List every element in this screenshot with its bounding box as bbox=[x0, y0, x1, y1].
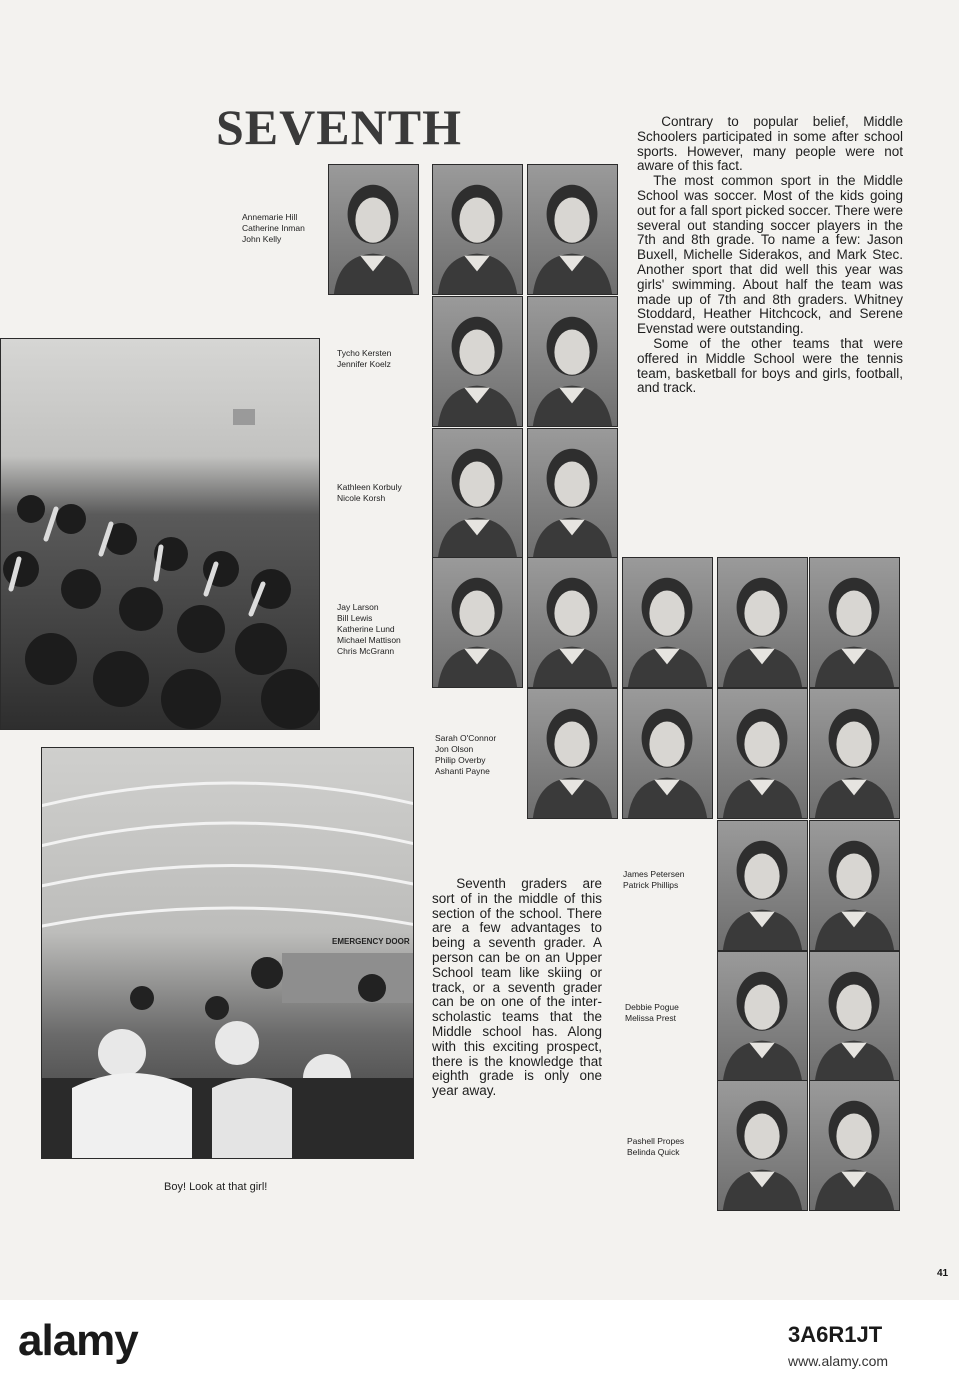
portrait bbox=[717, 688, 808, 819]
portrait bbox=[432, 296, 523, 427]
portrait-silhouette bbox=[810, 952, 899, 1081]
article-seventh-graders bbox=[432, 877, 602, 1099]
student-name: Jon Olson bbox=[435, 744, 474, 754]
portrait bbox=[527, 688, 618, 819]
watermark-site: www.alamy.com bbox=[788, 1353, 889, 1369]
portrait-silhouette bbox=[433, 297, 522, 426]
student-name: Philip Overby bbox=[435, 755, 486, 765]
portrait bbox=[717, 951, 808, 1082]
emergency-door-sign: EMERGENCY DOOR bbox=[332, 937, 410, 946]
portrait bbox=[432, 164, 523, 295]
portrait-silhouette bbox=[329, 165, 418, 294]
portrait-silhouette bbox=[528, 558, 617, 687]
names-group-3 bbox=[337, 482, 402, 504]
portrait-silhouette bbox=[623, 689, 712, 818]
portrait bbox=[432, 557, 523, 688]
portrait bbox=[717, 557, 808, 688]
student-name: Kathleen Korbuly bbox=[337, 482, 402, 492]
student-name: Annemarie Hill bbox=[242, 212, 298, 222]
portrait-silhouette bbox=[718, 689, 807, 818]
page-title: SEVENTH bbox=[216, 99, 462, 155]
student-name: Bill Lewis bbox=[337, 613, 373, 623]
student-name: Pashell Propes bbox=[627, 1136, 685, 1146]
portrait bbox=[328, 164, 419, 295]
student-name: Melissa Prest bbox=[625, 1013, 677, 1023]
portrait bbox=[527, 557, 618, 688]
student-name: Michael Mattison bbox=[337, 635, 401, 645]
portrait bbox=[809, 820, 900, 951]
names-group-8 bbox=[627, 1136, 684, 1158]
crowd-photo bbox=[0, 338, 320, 730]
portrait bbox=[527, 164, 618, 295]
portrait bbox=[809, 951, 900, 1082]
student-name: Katherine Lund bbox=[337, 624, 395, 634]
portrait bbox=[432, 428, 523, 559]
portrait-silhouette bbox=[433, 429, 522, 558]
student-name: Debbie Pogue bbox=[625, 1002, 679, 1012]
names-group-1 bbox=[242, 212, 305, 245]
article-sports bbox=[637, 115, 903, 396]
portrait-silhouette bbox=[528, 165, 617, 294]
student-name: Patrick Phillips bbox=[623, 880, 679, 890]
article-paragraph: Some of the other teams that were offered in Middle School were the tennis team, basketball for boys and girls, football, and track. bbox=[637, 335, 903, 396]
portrait bbox=[809, 688, 900, 819]
portrait-silhouette bbox=[528, 297, 617, 426]
student-name: Chris McGrann bbox=[337, 646, 395, 656]
article-paragraph: Seventh graders are sort of in the middle of this section of the school. There are a few advantages to being a seventh grader. A person can be on an Upper School team like skiing or track, or a seventh grader can be on one of the inter-scholastic teams that the Middle school has. Along with this exciting prospect, there is the knowledge that eighth grade is only one year away. bbox=[432, 876, 602, 1099]
portrait bbox=[622, 557, 713, 688]
names-group-2 bbox=[337, 348, 391, 370]
student-name: Jennifer Koelz bbox=[337, 359, 391, 369]
portrait-silhouette bbox=[810, 558, 899, 687]
portrait-silhouette bbox=[623, 558, 712, 687]
portrait-silhouette bbox=[810, 821, 899, 950]
portrait bbox=[527, 296, 618, 427]
watermark-brand: alamy bbox=[18, 1316, 138, 1365]
student-name: Jay Larson bbox=[337, 602, 379, 612]
portrait-silhouette bbox=[433, 165, 522, 294]
names-group-6 bbox=[623, 869, 684, 891]
portrait bbox=[809, 557, 900, 688]
portrait bbox=[622, 688, 713, 819]
portrait-silhouette bbox=[718, 821, 807, 950]
portrait bbox=[809, 1080, 900, 1211]
bus-photo-caption: Boy! Look at that girl! bbox=[164, 1181, 268, 1193]
student-name: Belinda Quick bbox=[627, 1147, 680, 1157]
article-paragraph: The most common sport in the Middle School was soccer. Most of the kids going out for a fall sport picked soccer. There were several out standing soccer players in the 7th and 8th grade. To name a few: Jason Buxell, Michelle Siderakos, and Mark Stec. Another sport that did well this year was girls' swimming. About half the team was made up of 7th and 8th graders. Whitney Stoddard, Heather Hitchcock, and Serene Evenstad were outstanding. bbox=[637, 173, 903, 337]
crowd-illustration bbox=[1, 339, 320, 730]
portrait-silhouette bbox=[718, 558, 807, 687]
portrait-silhouette bbox=[433, 558, 522, 687]
student-name: John Kelly bbox=[242, 234, 282, 244]
names-group-4 bbox=[337, 602, 401, 657]
portrait-silhouette bbox=[528, 689, 617, 818]
student-name: Ashanti Payne bbox=[435, 766, 490, 776]
student-name: Catherine Inman bbox=[242, 223, 305, 233]
article-paragraph: Contrary to popular belief, Middle Schoolers participated in some after school sports. However, many people were not aware of this fact. bbox=[637, 114, 903, 174]
portrait-silhouette bbox=[810, 1081, 899, 1210]
student-name: James Petersen bbox=[623, 869, 685, 879]
portrait-silhouette bbox=[810, 689, 899, 818]
portrait-silhouette bbox=[718, 952, 807, 1081]
bus-photo bbox=[41, 747, 414, 1159]
names-group-7 bbox=[625, 1002, 679, 1024]
names-group-5 bbox=[435, 733, 496, 777]
student-name: Tycho Kersten bbox=[337, 348, 392, 358]
student-name: Sarah O'Connor bbox=[435, 733, 497, 743]
watermark-image-id: 3A6R1JT bbox=[788, 1322, 883, 1347]
portrait bbox=[527, 428, 618, 559]
portrait bbox=[717, 1080, 808, 1211]
student-name: Nicole Korsh bbox=[337, 493, 386, 503]
portrait bbox=[717, 820, 808, 951]
bus-illustration bbox=[42, 748, 414, 1159]
portrait-silhouette bbox=[528, 429, 617, 558]
portrait-silhouette bbox=[718, 1081, 807, 1210]
page-number: 41 bbox=[937, 1268, 949, 1279]
